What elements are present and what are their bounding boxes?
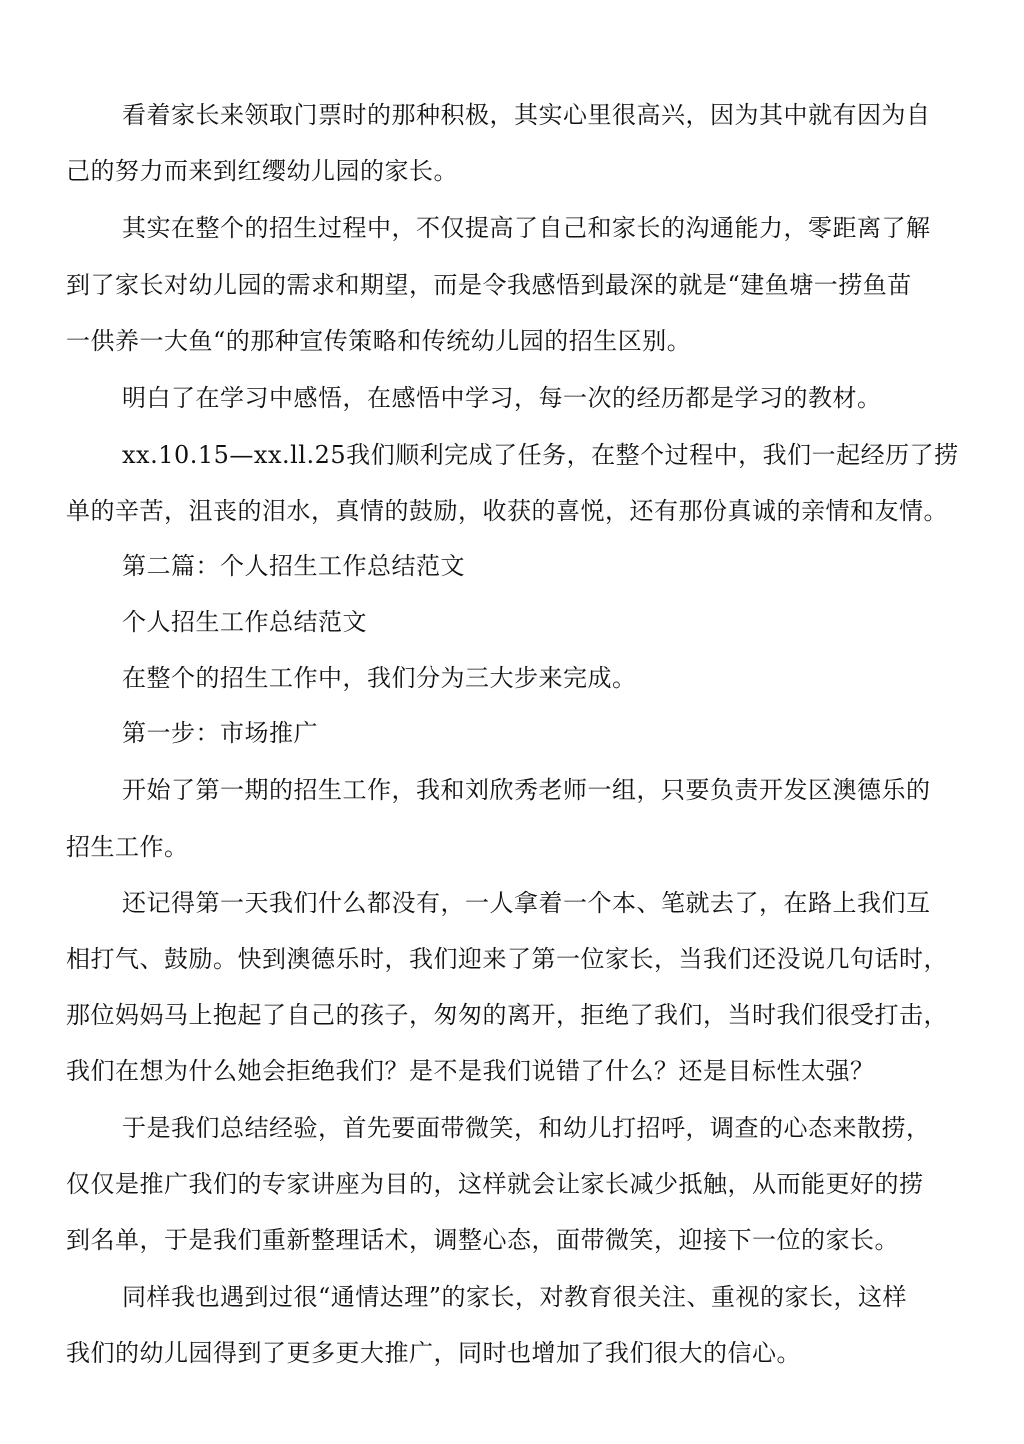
- text-line: 于是我们总结经验，首先要面带微笑，和幼儿打招呼，调查的心态来散捞，: [122, 1114, 931, 1142]
- text-line: 还记得第一天我们什么都没有，一人拿着一个本、笔就去了，在路上我们互: [122, 889, 931, 917]
- text-line: 到名单，于是我们重新整理话术，调整心态，面带微笑，迎接下一位的家长。: [66, 1226, 899, 1254]
- text-line: 单的辛苦，沮丧的泪水，真情的鼓励，收获的喜悦，还有那份真诚的亲情和友情。: [66, 497, 948, 525]
- text-line: 看着家长来领取门票时的那种积极，其实心里很高兴，因为其中就有因为自: [122, 101, 931, 129]
- step-heading: 第一步：市场推广: [122, 719, 318, 747]
- text-line: 明白了在学习中感悟，在感悟中学习，每一次的经历都是学习的教材。: [122, 384, 882, 412]
- text-line: xx.10.15—xx.ll.25我们顺利完成了任务，在整个过程中，我们一起经历了捞: [122, 441, 959, 469]
- text-line: 开始了第一期的招生工作，我和刘欣秀老师一组，只要负责开发区澳德乐的: [122, 776, 931, 804]
- section-subheading: 个人招生工作总结范文: [122, 608, 367, 636]
- text-line: 到了家长对幼儿园的需求和期望，而是令我感悟到最深的就是“建鱼塘一捞鱼苗: [66, 271, 912, 299]
- text-line: 仅仅是推广我们的专家讲座为目的，这样就会让家长减少抵触，从而能更好的捞: [66, 1170, 924, 1198]
- text-line: 那位妈妈马上抱起了自己的孩子，匆匆的离开，拒绝了我们，当时我们很受打击，: [66, 1001, 948, 1029]
- text-line: 同样我也遇到过很“通情达理”的家长，对教育很关注、重视的家长，这样: [122, 1283, 908, 1311]
- text-line: 招生工作。: [66, 833, 189, 861]
- text-line: 我们在想为什么她会拒绝我们？是不是我们说错了什么？还是目标性太强？: [66, 1057, 875, 1085]
- text-line: 其实在整个的招生过程中，不仅提高了自己和家长的沟通能力，零距离了解: [122, 214, 931, 242]
- text-line: 在整个的招生工作中，我们分为三大步来完成。: [122, 664, 637, 692]
- text-line: 相打气、鼓励。快到澳德乐时，我们迎来了第一位家长，当我们还没说几句话时，: [66, 945, 948, 973]
- section-heading: 第二篇：个人招生工作总结范文: [122, 552, 465, 580]
- text-line: 己的努力而来到红缨幼儿园的家长。: [66, 157, 458, 185]
- text-line: 一供养一大鱼“的那种宣传策略和传统幼儿园的招生区别。: [66, 327, 692, 355]
- text-line: 我们的幼儿园得到了更多更大推广，同时也增加了我们很大的信心。: [66, 1339, 801, 1367]
